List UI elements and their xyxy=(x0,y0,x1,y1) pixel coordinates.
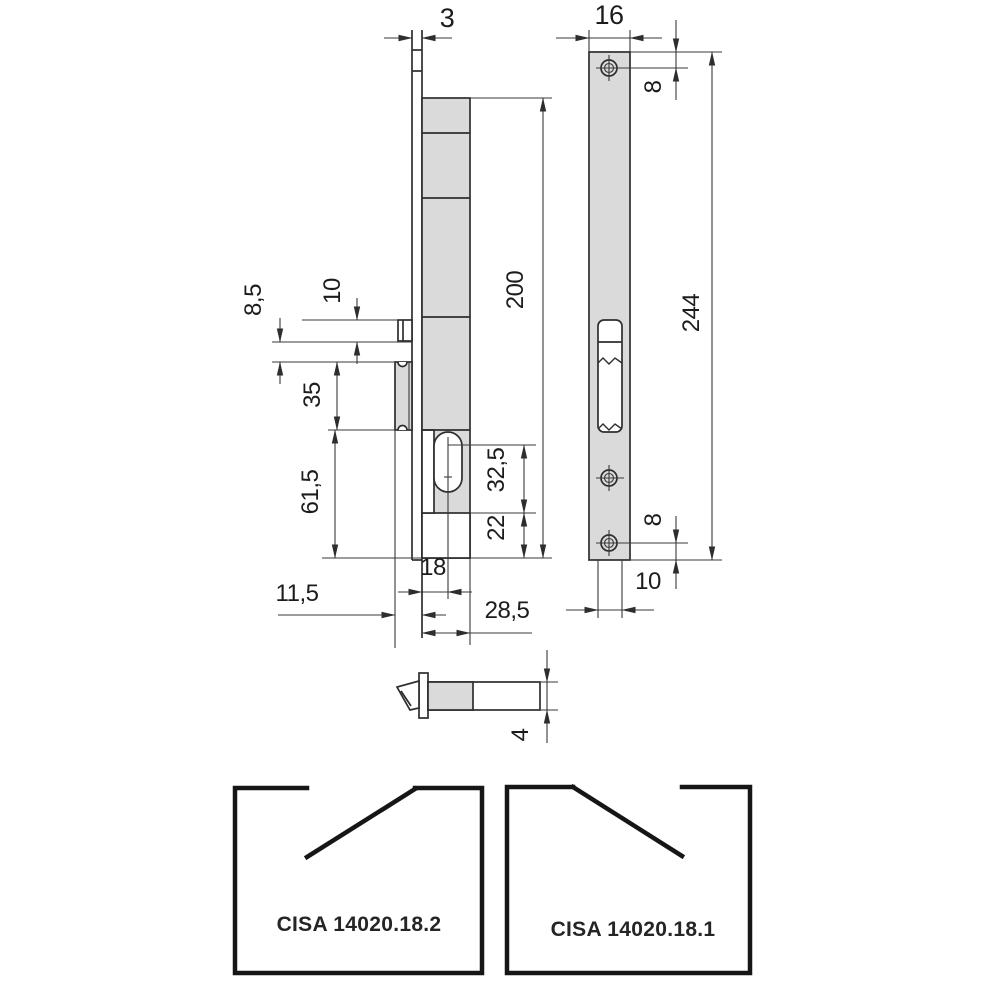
variant-right-diagonal xyxy=(573,787,682,856)
side-view xyxy=(395,30,536,638)
variant-left-diagonal xyxy=(307,789,415,857)
latch-detail-plate xyxy=(419,673,428,718)
dim-latch-thickness: 4 xyxy=(507,728,534,742)
dim-body-depth: 28,5 xyxy=(484,597,530,624)
dim-faceplate-thickness: 3 xyxy=(439,3,455,33)
dim-bottom-hole-offset: 8 xyxy=(640,513,667,527)
dim-plate-length: 244 xyxy=(678,293,705,333)
variant-right-label: CISA 14020.18.1 xyxy=(550,918,716,941)
variant-left-box xyxy=(235,788,482,973)
latch-detail-view xyxy=(397,650,558,743)
front-view-dimensions xyxy=(556,0,722,618)
dim-latch-offset: 8,5 xyxy=(240,284,267,316)
dim-front-offset: 11,5 xyxy=(275,580,319,607)
dim-lower-zone: 61,5 xyxy=(297,469,324,515)
variant-left-label: CISA 14020.18.2 xyxy=(276,913,442,936)
dim-plate-width: 16 xyxy=(594,0,624,30)
dim-latch-height: 10 xyxy=(319,278,346,304)
latch-bolt-side xyxy=(398,320,412,341)
faceplate-cutout xyxy=(598,320,622,432)
side-view-dimensions xyxy=(240,3,552,648)
dim-top-hole-offset: 8 xyxy=(640,80,667,94)
dim-body-height: 200 xyxy=(502,270,529,310)
dim-cutout-width: 10 xyxy=(635,568,661,595)
dim-body-width: 18 xyxy=(420,554,446,581)
variant-right-box xyxy=(507,787,750,973)
dim-deadbolt-zone: 35 xyxy=(299,382,326,408)
latch-detail-tip xyxy=(397,681,419,710)
dim-cylinder-offset: 32,5 xyxy=(483,447,510,493)
front-view xyxy=(589,52,688,560)
latch-detail-body xyxy=(428,682,540,710)
deadbolt-side xyxy=(395,362,412,430)
dim-bottom-offset: 22 xyxy=(483,515,510,541)
faceplate-edge xyxy=(412,30,422,638)
